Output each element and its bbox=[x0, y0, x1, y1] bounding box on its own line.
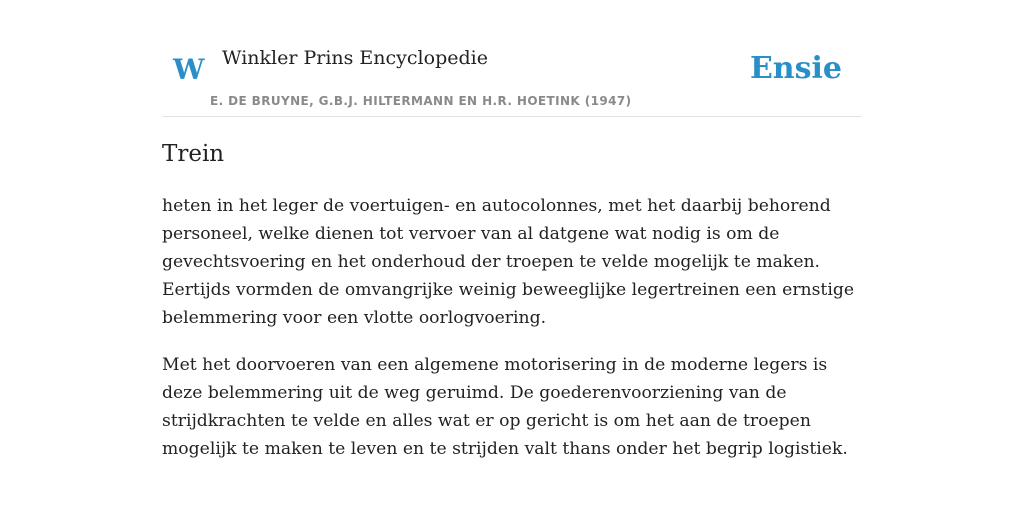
entry-definition bbox=[162, 192, 862, 482]
source-authors: E. DE BRUYNE, G.B.J. HILTERMANN EN H.R. HOETINK (1947) bbox=[210, 94, 632, 108]
source-title[interactable]: Winkler Prins Encyclopedie bbox=[222, 47, 488, 69]
entry-term: Trein bbox=[162, 141, 225, 167]
encyclopedia-entry-card bbox=[162, 0, 862, 512]
source-logo: W bbox=[173, 53, 205, 86]
definition-paragraph: Met het doorvoeren van een algemene motorisering in de moderne legers is deze belemmering uit de weg geruimd. De goederenvoorziening van de strijdkrachten te velde en alles wat er op gericht is om het aan de troepen mogelijk te maken te leven en te strijden valt thans onder het begrip logistiek. bbox=[162, 355, 848, 459]
ensie-logo[interactable]: Ensie bbox=[749, 51, 842, 86]
definition-paragraph: heten in het leger de voertuigen- en autocolonnes, met het daarbij behorend personeel, welke dienen tot vervoer van al datgene wat nodig is om de gevechtsvoering en het onderhoud der troepen te velde mogelijk te maken. Eertijds vormden de omvangrijke weinig beweeglijke legertreinen een ernstige belemmering voor een vlotte oorlogvoering. bbox=[162, 196, 855, 328]
source-header bbox=[162, 0, 862, 117]
